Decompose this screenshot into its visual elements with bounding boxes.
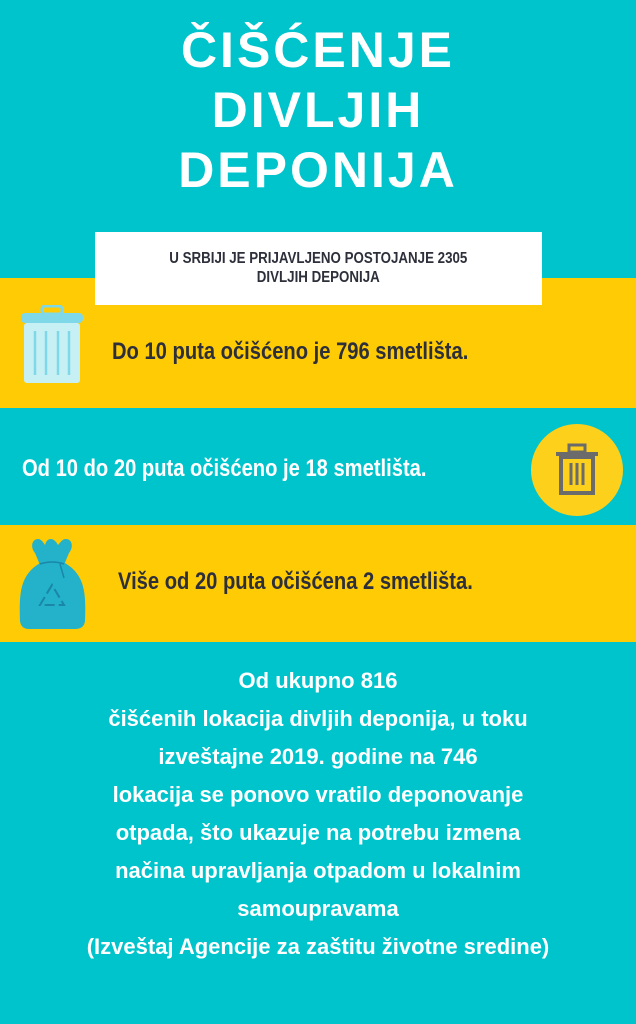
title-line: DIVLJIH	[211, 82, 425, 138]
intro-box	[95, 232, 542, 305]
summary-line: otpada, što ukazuje na potrebu izmena	[115, 820, 521, 845]
title-line: DEPONIJA	[178, 142, 458, 198]
intro-line: U SRBIJI JE PRIJAVLJENO POSTOJANJE 2305	[169, 250, 468, 267]
stat-text: Od 10 do 20 puta očišćeno je 18 smetlišta.	[22, 455, 427, 482]
summary-line: čišćenih lokacija divljih deponija, u toku	[108, 706, 528, 731]
title-line: ČIŠĆENJE	[180, 22, 456, 78]
summary-line: samoupravama	[237, 896, 399, 921]
trash-can-icon	[20, 305, 84, 385]
summary-line: načina upravljanja otpadom u lokalnim	[115, 858, 521, 883]
intro-line: DIVLJIH DEPONIJA	[257, 269, 380, 286]
page-title	[0, 20, 636, 200]
summary-line: lokacija se ponovo vratilo deponovanje	[112, 782, 524, 807]
summary-source: (Izveštaj Agencije za zaštitu životne sredine)	[86, 934, 550, 959]
stat-text: Do 10 puta očišćeno je 796 smetlišta.	[112, 338, 469, 365]
summary-line: Od ukupno 816	[238, 668, 398, 693]
summary-line: izveštajne 2019. godine na 746	[158, 744, 478, 769]
stat-text: Više od 20 puta očišćena 2 smetlišta.	[118, 568, 473, 595]
trash-bin-circle-icon	[530, 423, 624, 517]
garbage-bag-recycle-icon	[18, 537, 88, 631]
summary-text	[0, 662, 636, 966]
